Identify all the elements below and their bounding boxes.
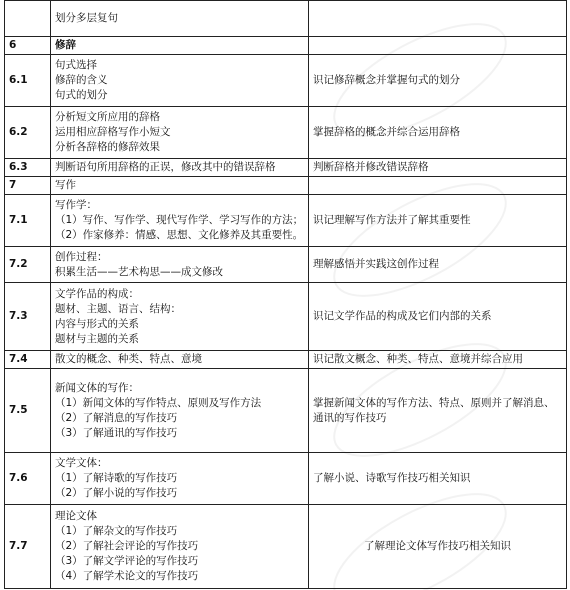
- content-line: （2）了解消息的写作技巧: [55, 411, 178, 424]
- content-line: 句式选择: [55, 59, 97, 71]
- section-number: 6.3: [5, 159, 51, 177]
- content-cell: [51, 107, 309, 159]
- section-number: 6.2: [5, 107, 51, 159]
- content-line: 判断语句所用辞格的正误，修改其中的错误辞格: [55, 161, 276, 173]
- content-line: 积累生活——艺术构思——成文修改: [55, 265, 223, 278]
- table-row: [5, 1, 567, 37]
- table-row: [5, 453, 567, 505]
- requirement-cell: 识记理解写作方法并了解其重要性: [309, 195, 567, 247]
- requirement-cell: 掌握辞格的概念并综合运用辞格: [309, 107, 567, 159]
- content-line: 分析短文所应用的辞格: [55, 111, 160, 123]
- requirement-cell: 判断辞格并修改错误辞格: [309, 159, 567, 177]
- content-line: （2）了解小说的写作技巧: [55, 487, 178, 499]
- table-row: [5, 107, 567, 159]
- content-line: 写作学：: [55, 199, 97, 211]
- content-line: 题材与主题的关系: [55, 332, 139, 345]
- table-row: [5, 247, 567, 283]
- content-line: （3）了解文学评论的写作技巧: [55, 555, 199, 567]
- content-line: 文学作品的构成：: [55, 287, 139, 300]
- content-line: 写作: [55, 179, 76, 191]
- requirement-cell: 识记修辞概念并掌握句式的划分: [309, 55, 567, 107]
- section-number: 7: [5, 177, 51, 195]
- content-cell: [51, 369, 309, 453]
- requirement-cell: [309, 177, 567, 195]
- content-line: 分析各辞格的修辞效果: [55, 141, 160, 153]
- table-row: [5, 195, 567, 247]
- content-cell: [51, 195, 309, 247]
- table-row: [5, 159, 567, 177]
- content-line: 句式的划分: [55, 89, 108, 101]
- section-number: 6.1: [5, 55, 51, 107]
- content-line: （1）写作、写作学、现代写作学、学习写作的方法；: [55, 214, 304, 226]
- content-cell: [51, 247, 309, 283]
- table-row: [5, 369, 567, 453]
- content-cell: [51, 351, 309, 369]
- content-line: 散文的概念、种类、特点、意境: [55, 353, 202, 365]
- content-line: （1）了解杂文的写作技巧: [55, 525, 178, 537]
- content-line: 修辞: [55, 39, 76, 51]
- content-line: 题材、主题、语言、结构：: [55, 302, 181, 315]
- table-row: [5, 177, 567, 195]
- requirement-cell: 识记散文概念、种类、特点、意境并综合应用: [309, 351, 567, 369]
- content-cell: [51, 505, 309, 589]
- section-number: 7.7: [5, 505, 51, 589]
- section-number: 7.4: [5, 351, 51, 369]
- section-number: 6: [5, 37, 51, 55]
- content-line: 文学文体：: [55, 457, 108, 469]
- requirement-cell: [309, 1, 567, 37]
- content-line: 新闻文体的写作：: [55, 381, 139, 394]
- section-number: 7.5: [5, 369, 51, 453]
- section-number: 7.3: [5, 283, 51, 351]
- content-line: （1）新闻文体的写作特点、原则及写作方法: [55, 396, 262, 409]
- content-line: （3）了解通讯的写作技巧: [55, 426, 178, 439]
- content-cell: [51, 453, 309, 505]
- content-line: （2）了解社会评论的写作技巧: [55, 540, 199, 552]
- requirement-cell: 了解小说、诗歌写作技巧相关知识: [309, 453, 567, 505]
- content-cell: [51, 283, 309, 351]
- content-cell: [51, 55, 309, 107]
- section-number: 7.6: [5, 453, 51, 505]
- table-row: [5, 55, 567, 107]
- syllabus-table: [4, 0, 567, 589]
- content-line: 理论文体: [55, 510, 97, 522]
- section-number: 7.1: [5, 195, 51, 247]
- content-line: （4）了解学术论文的写作技巧: [55, 570, 199, 582]
- content-cell: [51, 1, 309, 37]
- table-row: [5, 351, 567, 369]
- content-line: （2）作家修养：情感、思想、文化修养及其重要性。: [55, 229, 304, 241]
- table-row: [5, 505, 567, 589]
- section-number: [5, 1, 51, 37]
- content-line: 内容与形式的关系: [55, 317, 139, 330]
- content-cell: [51, 159, 309, 177]
- requirement-cell: 识记文学作品的构成及它们内部的关系: [309, 283, 567, 351]
- requirement-cell: 理解感悟并实践这创作过程: [309, 247, 567, 283]
- content-line: 划分多层复句: [55, 12, 118, 24]
- section-number: 7.2: [5, 247, 51, 283]
- content-line: 修辞的含义: [55, 74, 108, 86]
- content-cell: [51, 177, 309, 195]
- table-row: [5, 283, 567, 351]
- content-cell: [51, 37, 309, 55]
- requirement-cell: 了解理论文体写作技巧相关知识: [309, 505, 567, 589]
- content-line: （1）了解诗歌的写作技巧: [55, 472, 178, 484]
- table-row: [5, 37, 567, 55]
- requirement-cell: [309, 37, 567, 55]
- content-line: 创作过程：: [55, 250, 108, 263]
- content-line: 运用相应辞格写作小短文: [55, 126, 171, 138]
- requirement-cell: 掌握新闻文体的写作方法、特点、原则并了解消息、通讯的写作技巧: [309, 369, 567, 453]
